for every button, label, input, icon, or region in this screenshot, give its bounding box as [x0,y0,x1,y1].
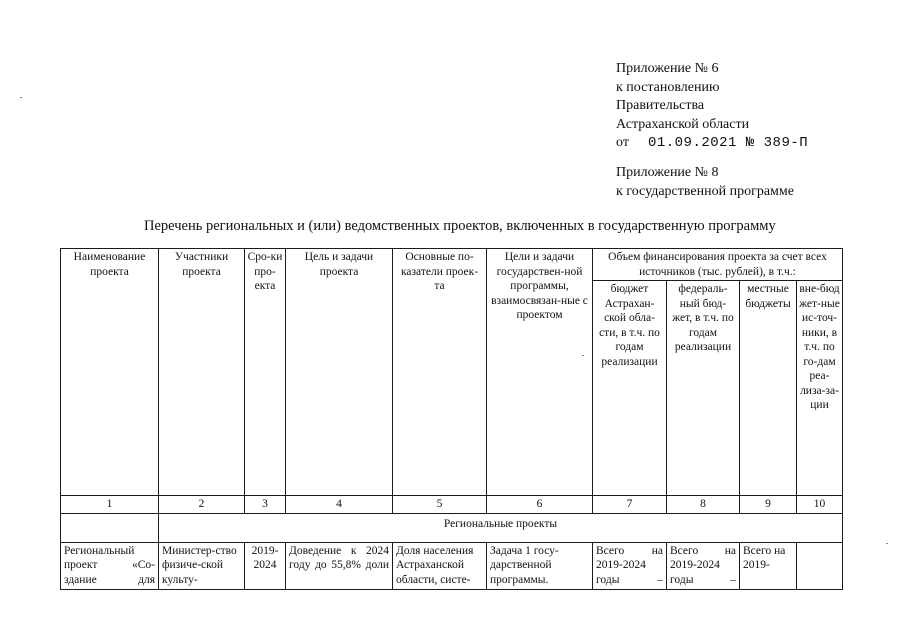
scan-speck [886,543,888,544]
appendix-6-line-2: к постановлению [616,79,720,95]
scan-speck [582,355,584,356]
column-number: 2 [159,496,245,514]
header-participants: Участники проекта [159,249,245,496]
column-number: 10 [797,496,843,514]
header-row-top [61,249,843,281]
cell-regional-budget: Всего на 2019-2024 годы – [593,542,667,589]
appendix-8-header [616,164,794,201]
header-goal: Цель и задачи проекта [286,249,393,496]
appendix-6-title: Приложение № 6 [616,61,719,76]
cell-goal: Доведение к 2024 году до 55,8% доли [286,542,393,589]
column-number: 9 [740,496,797,514]
appendix-6-date-line [616,134,808,153]
cell-project-name: Региональный проект «Со-здание для [61,542,159,589]
column-number: 7 [593,496,667,514]
column-number: 8 [667,496,740,514]
appendix-6-line-4: Астраханской области [616,116,750,132]
cell-local-budgets: Всего на 2019- [740,542,797,589]
column-number: 1 [61,496,159,514]
column-number: 3 [245,496,286,514]
cell-extrabudget [797,542,843,589]
column-number: 6 [487,496,593,514]
header-federal-budget: федераль-ный бюд-жет, в т.ч. по годам реализации [667,281,740,496]
resolution-date-number: 01.09.2021 № 389-П [647,135,809,151]
cell-program-goals: Задача 1 госу-дарственной программы. [487,542,593,589]
appendix-6-line-3: Правительства [616,98,705,113]
header-name: Наименование проекта [61,249,159,496]
cell-federal-budget: Всего на 2019-2024 годы – [667,542,740,589]
column-number-row [61,496,843,514]
section-label-regional-projects: Региональные проекты [159,513,843,542]
header-regional-budget: бюджет Астрахан-ской обла-сти, в т.ч. по годам реализации [593,281,667,496]
table-row [61,542,843,589]
header-local-budgets: местные бюджеты [740,281,797,496]
document-title: Перечень региональных и (или) ведомственных проектов, включенных в государственную программу [144,218,776,234]
cell-terms: 2019-2024 [245,542,286,589]
header-program-goals: Цели и задачи государствен-ной программы, взаимосвязан-ные с проектом [487,249,593,496]
header-extrabudget: вне-бюд жет-ные ис-точ-ники, в т.ч. по го-дам реа-лиза-за-ции [797,281,843,496]
from-label: от [616,135,629,150]
appendix-8-line-2: к государственной программе [616,183,794,199]
cell-indicators: Доля населения Астраханской области, систе- [393,542,487,589]
appendix-8-title: Приложение № 8 [616,165,719,180]
header-financing: Объем финансирования проекта за счет всех источников (тыс. рублей), в т.ч.: [593,249,843,281]
scan-speck [20,97,22,98]
header-terms: Сро-ки про-екта [245,249,286,496]
section-spacer-cell [61,513,159,542]
section-row [61,513,843,542]
header-indicators: Основные по-казатели проек-та [393,249,487,496]
column-number: 5 [393,496,487,514]
appendix-6-header [616,60,808,153]
column-number: 4 [286,496,393,514]
projects-table [60,248,843,590]
cell-participants: Министер-ство физиче-ской культу- [159,542,245,589]
